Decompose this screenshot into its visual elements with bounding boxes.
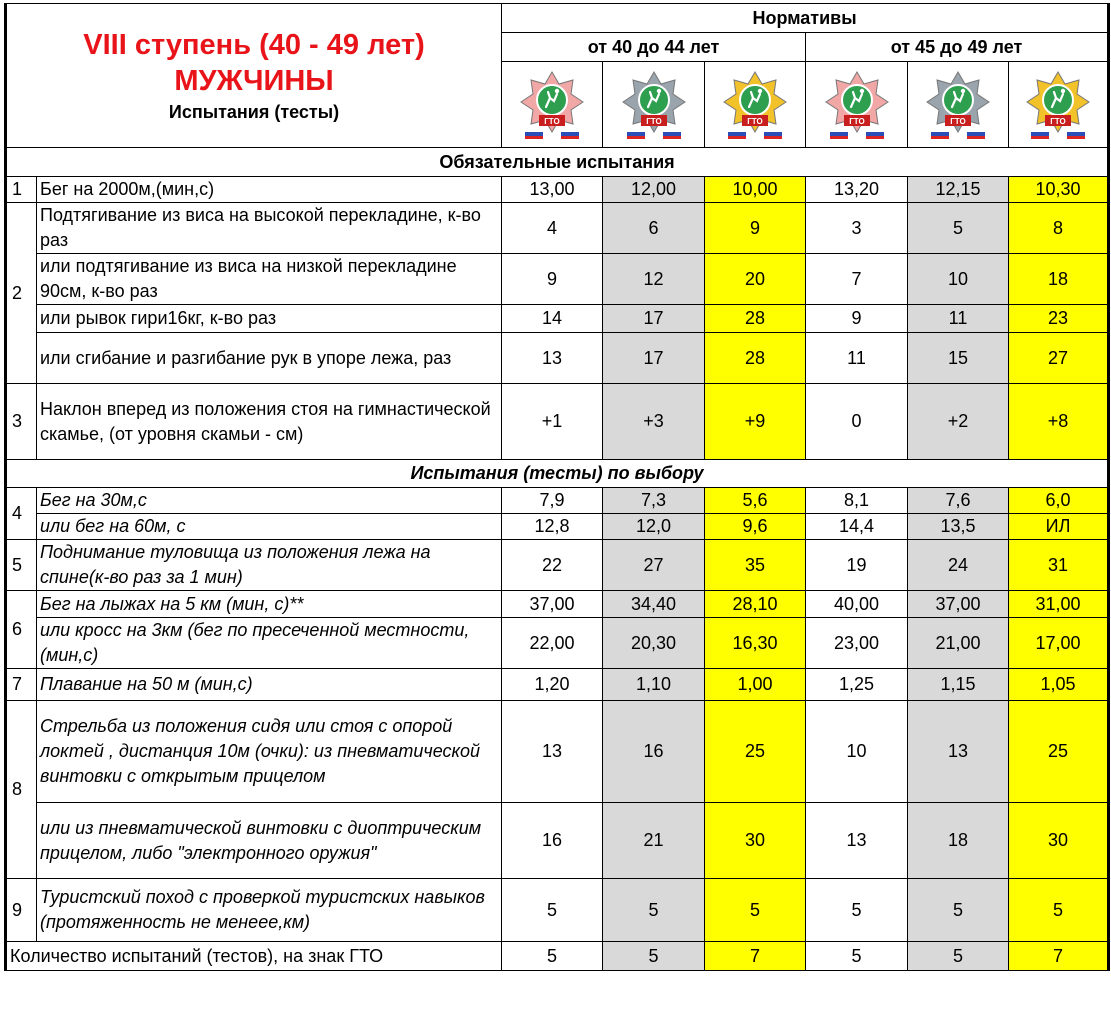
test-name: или рывок гири16кг, к-во раз: [37, 305, 502, 333]
norm-value: 25: [705, 701, 806, 803]
test-name: или кросс на 3км (бег по пресеченной местности, (мин,с): [37, 618, 502, 669]
norm-value: 15: [908, 333, 1009, 384]
badge-silver-40-44: [603, 62, 705, 148]
norm-value: 9: [806, 305, 908, 333]
norm-value: 1,00: [705, 669, 806, 701]
test-number: 9: [6, 879, 37, 942]
section-optional: Испытания (тесты) по выбору: [6, 460, 1109, 488]
badge-label: ГТО: [1050, 116, 1066, 126]
norm-value: 5,6: [705, 488, 806, 514]
norm-value: 7,9: [502, 488, 603, 514]
test-name: Наклон вперед из положения стоя на гимнастической скамье, (от уровня скамьи - см): [37, 384, 502, 460]
table-row: [6, 177, 1109, 203]
norm-value: 13,00: [502, 177, 603, 203]
norm-value: 12,15: [908, 177, 1009, 203]
section-mandatory: Обязательные испытания: [6, 148, 1109, 177]
norm-value: 0: [806, 384, 908, 460]
norm-value: 7,6: [908, 488, 1009, 514]
norm-value: 25: [1009, 701, 1109, 803]
norm-value: 31: [1009, 540, 1109, 591]
badge-label: ГТО: [848, 116, 865, 126]
table-row: [6, 384, 1109, 460]
norm-value: 6: [603, 203, 705, 254]
norm-value: 28,10: [705, 591, 806, 618]
gold-gto-badge-icon: [722, 70, 788, 140]
norm-value: 11: [908, 305, 1009, 333]
norm-value: 12,8: [502, 514, 603, 540]
norm-value: 12: [603, 254, 705, 305]
footer-value: 5: [603, 942, 705, 971]
badge-gold-40-44: [705, 62, 806, 148]
footer-value: 7: [1009, 942, 1109, 971]
norms-header: Нормативы: [502, 4, 1109, 33]
title-tests: Испытания (тесты): [168, 101, 340, 122]
test-number: 1: [6, 177, 37, 203]
test-number: 2: [6, 203, 37, 384]
title-stage: VIII ступень (40 - 49 лет): [83, 28, 425, 61]
age-group-1: от 40 до 44 лет: [502, 33, 806, 62]
norm-value: 18: [1009, 254, 1109, 305]
norm-value: 16: [603, 701, 705, 803]
norm-value: +1: [502, 384, 603, 460]
table-row: [6, 669, 1109, 701]
norm-value: 13,5: [908, 514, 1009, 540]
norm-value: 37,00: [908, 591, 1009, 618]
test-name: Бег на 2000м,(мин,с): [37, 177, 502, 203]
table-row: [6, 803, 1109, 879]
norm-value: 30: [705, 803, 806, 879]
norm-value: 13,20: [806, 177, 908, 203]
norm-value: 9: [705, 203, 806, 254]
norm-value: 8,1: [806, 488, 908, 514]
table-row: [6, 879, 1109, 942]
norm-value: 21,00: [908, 618, 1009, 669]
norm-value: 27: [1009, 333, 1109, 384]
silver-gto-badge-icon: [925, 70, 991, 140]
norm-value: +8: [1009, 384, 1109, 460]
norm-value: 10: [806, 701, 908, 803]
norm-value: 5: [603, 879, 705, 942]
norm-value: 18: [908, 803, 1009, 879]
norm-value: 17: [603, 333, 705, 384]
norm-value: 5: [705, 879, 806, 942]
table-row: [6, 203, 1109, 254]
table-row: [6, 701, 1109, 803]
norm-value: 8: [1009, 203, 1109, 254]
norm-value: 19: [806, 540, 908, 591]
bronze-gto-badge-icon: [824, 70, 890, 140]
table-row: [6, 514, 1109, 540]
test-name: Поднимание туловища из положения лежа на спине(к-во раз за 1 мин): [37, 540, 502, 591]
norm-value: 28: [705, 333, 806, 384]
norm-value: 28: [705, 305, 806, 333]
badge-label: ГТО: [544, 116, 560, 126]
badge-gold-45-49: [1009, 62, 1109, 148]
test-name: Стрельба из положения сидя или стоя с опорой локтей , дистанция 10м (очки): из пневматической винтовки с открытым прицелом: [37, 701, 502, 803]
norm-value: 1,10: [603, 669, 705, 701]
norm-value: 23: [1009, 305, 1109, 333]
silver-gto-badge-icon: [621, 70, 687, 140]
test-number: 4: [6, 488, 37, 540]
table-title: [6, 4, 502, 148]
norm-value: 10,30: [1009, 177, 1109, 203]
norm-value: 30: [1009, 803, 1109, 879]
norm-value: 37,00: [502, 591, 603, 618]
norm-value: 6,0: [1009, 488, 1109, 514]
norm-value: ИЛ: [1009, 514, 1109, 540]
norm-value: 13: [502, 333, 603, 384]
test-name: или сгибание и разгибание рук в упоре лежа, раз: [37, 333, 502, 384]
norm-value: 7: [806, 254, 908, 305]
norm-value: 20: [705, 254, 806, 305]
norm-value: 12,00: [603, 177, 705, 203]
test-number: 7: [6, 669, 37, 701]
norm-value: 24: [908, 540, 1009, 591]
footer-value: 5: [908, 942, 1009, 971]
table-row: [6, 488, 1109, 514]
norm-value: 27: [603, 540, 705, 591]
table-row: [6, 618, 1109, 669]
norm-value: 21: [603, 803, 705, 879]
test-name: Подтягивание из виса на высокой перекладине, к-во раз: [37, 203, 502, 254]
test-name: или бег на 60м, с: [37, 514, 502, 540]
footer-value: 7: [705, 942, 806, 971]
test-number: 5: [6, 540, 37, 591]
badge-bronze-40-44: [502, 62, 603, 148]
norm-value: 1,25: [806, 669, 908, 701]
norm-value: 5: [806, 879, 908, 942]
table-row: [6, 591, 1109, 618]
test-name: Плавание на 50 м (мин,с): [37, 669, 502, 701]
norm-value: 4: [502, 203, 603, 254]
norm-value: 5: [502, 879, 603, 942]
norms-table: [4, 3, 1110, 971]
test-number: 6: [6, 591, 37, 669]
norm-value: 20,30: [603, 618, 705, 669]
norm-value: 10,00: [705, 177, 806, 203]
norm-value: 22,00: [502, 618, 603, 669]
norm-value: 34,40: [603, 591, 705, 618]
norm-value: 16,30: [705, 618, 806, 669]
bronze-gto-badge-icon: [519, 70, 585, 140]
norm-value: 11: [806, 333, 908, 384]
table-row: [6, 305, 1109, 333]
footer-value: 5: [806, 942, 908, 971]
table-row: [6, 333, 1109, 384]
norm-value: 1,15: [908, 669, 1009, 701]
badge-bronze-45-49: [806, 62, 908, 148]
norm-value: 3: [806, 203, 908, 254]
table-row: [6, 254, 1109, 305]
norm-value: 5: [908, 879, 1009, 942]
norm-value: 10: [908, 254, 1009, 305]
norm-value: +9: [705, 384, 806, 460]
norm-value: 23,00: [806, 618, 908, 669]
norm-value: 22: [502, 540, 603, 591]
test-name: или из пневматической винтовки с диоптрическим прицелом, либо "электронного оружия": [37, 803, 502, 879]
norm-value: 31,00: [1009, 591, 1109, 618]
norm-value: 14,4: [806, 514, 908, 540]
test-name: Туристский поход с проверкой туристских навыков (протяженность не менеее,км): [37, 879, 502, 942]
norm-value: 9,6: [705, 514, 806, 540]
norm-value: 16: [502, 803, 603, 879]
norm-value: +3: [603, 384, 705, 460]
test-number: 8: [6, 701, 37, 879]
test-number: 3: [6, 384, 37, 460]
title-gender: МУЖЧИНЫ: [174, 64, 334, 97]
norm-value: 13: [502, 701, 603, 803]
norm-value: 5: [1009, 879, 1109, 942]
norm-value: 7,3: [603, 488, 705, 514]
norm-value: 1,20: [502, 669, 603, 701]
norm-value: 13: [806, 803, 908, 879]
footer-value: 5: [502, 942, 603, 971]
age-group-2: от 45 до 49 лет: [806, 33, 1109, 62]
norm-value: 9: [502, 254, 603, 305]
norm-value: 17: [603, 305, 705, 333]
norm-value: 1,05: [1009, 669, 1109, 701]
gold-gto-badge-icon: [1025, 70, 1091, 140]
test-name: или подтягивание из виса на низкой перекладине 90см, к-во раз: [37, 254, 502, 305]
badge-label: ГТО: [747, 116, 763, 126]
test-name: Бег на лыжах на 5 км (мин, с)**: [37, 591, 502, 618]
norm-value: 35: [705, 540, 806, 591]
badge-label: ГТО: [645, 116, 662, 126]
norm-value: 5: [908, 203, 1009, 254]
norm-value: 13: [908, 701, 1009, 803]
norm-value: 12,0: [603, 514, 705, 540]
footer-label: Количество испытаний (тестов), на знак ГТО: [6, 942, 502, 971]
badge-label: ГТО: [950, 116, 966, 126]
norm-value: 14: [502, 305, 603, 333]
table-row: [6, 540, 1109, 591]
norm-value: 40,00: [806, 591, 908, 618]
badge-silver-45-49: [908, 62, 1009, 148]
norm-value: +2: [908, 384, 1009, 460]
norm-value: 17,00: [1009, 618, 1109, 669]
test-name: Бег на 30м,с: [37, 488, 502, 514]
